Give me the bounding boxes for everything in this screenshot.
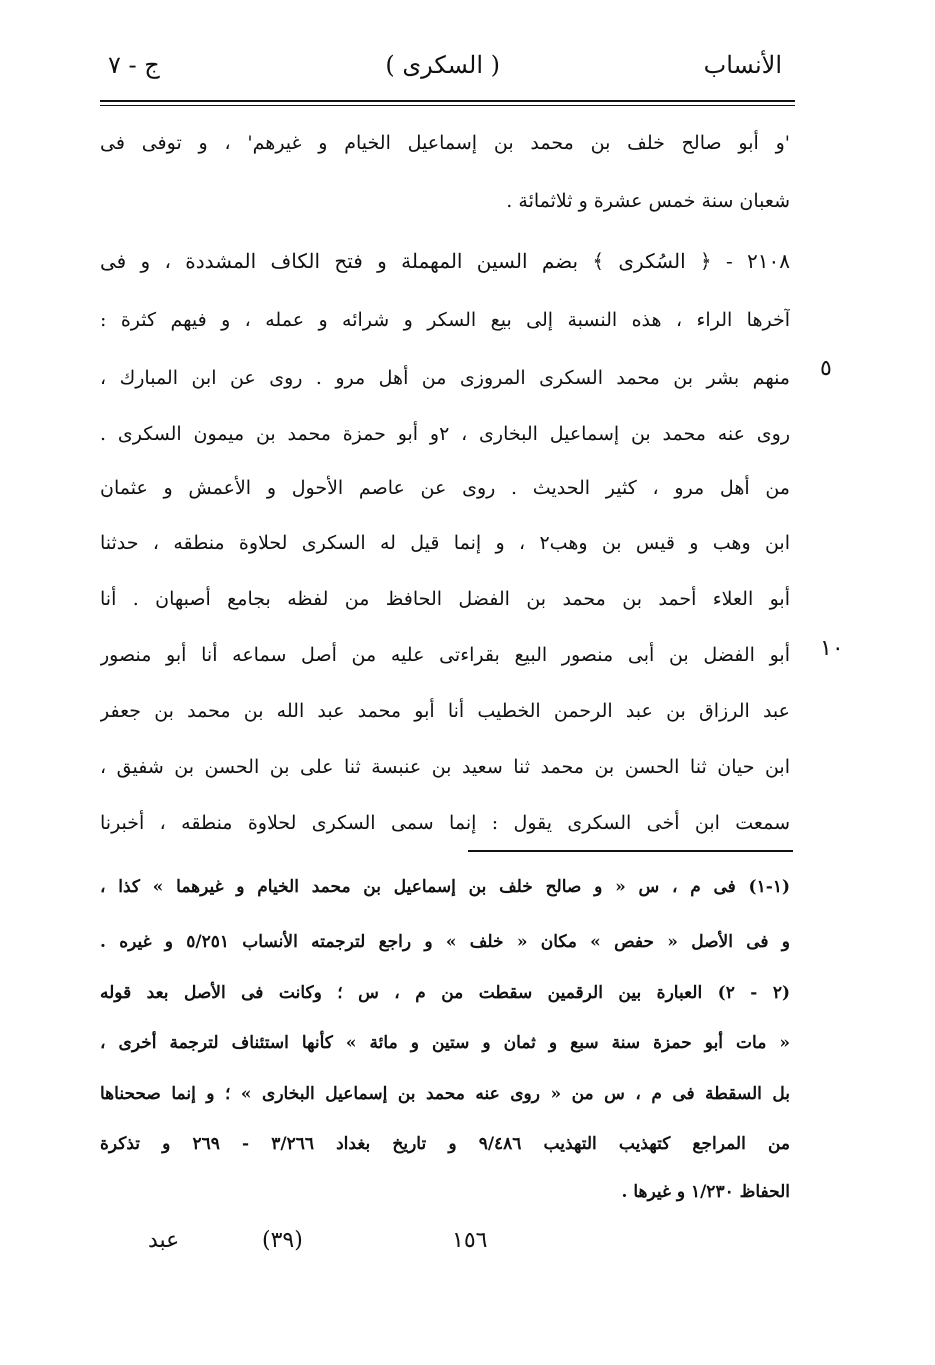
header-volume: ج - ٧: [108, 51, 160, 79]
body-line: أبو الفضل بن أبى منصور البيع بقراءتى عليه من أصل سماعه أنا أبو منصور: [100, 644, 790, 666]
margin-line-number-10: ١٠: [820, 636, 844, 661]
body-line: سمعت ابن أخى السكرى يقول : إنما سمى السكرى لحلاوة منطقه ، أخبرنا: [100, 812, 790, 834]
footnote-line: (١-١) فى م ، س « و صالح خلف بن إسماعيل بن محمد الخيام و غيرهما » كذا ،: [100, 877, 790, 897]
header-book-title: الأنساب: [703, 51, 782, 79]
body-line: آخرها الراء ، هذه النسبة إلى بيع السكر و شرائه و عمله ، و فيهم كثرة :: [100, 309, 790, 331]
entry-heading-line: ٢١٠٨ - ﴿ السُكرى ﴾ بضم السين المهملة و فتح الكاف المشددة ، و فى: [100, 249, 790, 273]
page-number: ١٥٦: [452, 1228, 488, 1253]
header-rule-thin: [100, 105, 795, 106]
footnote-line: بل السقطة فى م ، س من « روى عنه محمد بن إسماعيل البخارى » ؛ و إنما صححناها: [100, 1084, 790, 1104]
footnote-line: و فى الأصل « حفص » مكان « خلف » و راجع لترجمته الأنساب ٥/٢٥١ و غيره .: [100, 932, 790, 952]
header-rule: [100, 100, 795, 102]
footnote-line: من المراجع كتهذيب التهذيب ٩/٤٨٦ و تاريخ بغداد ٣/٢٦٦ - ٢٦٩ و تذكرة: [100, 1134, 790, 1154]
margin-line-number-5: ٥: [820, 356, 832, 381]
body-line: روى عنه محمد بن إسماعيل البخارى ، ٢و أبو حمزة محمد بن ميمون السكرى .: [100, 423, 790, 445]
body-line: شعبان سنة خمس عشرة و ثلاثمائة .: [506, 190, 790, 212]
footnote-line: الحفاظ ١/٢٣٠ و غيرها .: [621, 1182, 790, 1202]
body-line: ابن حيان ثنا الحسن بن محمد ثنا سعيد بن عنبسة ثنا على بن الحسن بن شفيق ،: [100, 756, 790, 778]
running-header: [100, 45, 790, 95]
catchword: عبد: [148, 1228, 180, 1253]
body-line: 'و أبو صالح خلف بن محمد بن إسماعيل الخيام و غيرهم' ، و توفى فى: [100, 132, 790, 154]
header-entry-title: ( السكرى ): [385, 51, 500, 79]
body-line: من أهل مرو ، كثير الحديث . روى عن عاصم الأحول و الأعمش و عثمان: [100, 477, 790, 499]
footnote-rule: [468, 850, 793, 852]
body-line: عبد الرزاق بن عبد الرحمن الخطيب أنا أبو محمد عبد الله بن محمد بن جعفر: [100, 700, 790, 722]
footnote-line: « مات أبو حمزة سنة سبع و ثمان و ستين و مائة » كأنها استئناف لترجمة أخرى ،: [100, 1033, 790, 1053]
signature-mark: (٣٩): [262, 1228, 303, 1253]
body-line: أبو العلاء أحمد بن محمد بن الفضل الحافظ من لفظه بجامع أصبهان . أنا: [100, 588, 790, 610]
body-line: منهم بشر بن محمد السكرى المروزى من أهل مرو . روى عن ابن المبارك ،: [100, 367, 790, 389]
footnote-line: (٢ - ٢) العبارة بين الرقمين سقطت من م ، س ؛ وكانت فى الأصل بعد قوله: [100, 983, 790, 1003]
body-line: ابن وهب و قيس بن وهب٢ ، و إنما قيل له السكرى لحلاوة منطقه ، حدثنا: [100, 532, 790, 554]
